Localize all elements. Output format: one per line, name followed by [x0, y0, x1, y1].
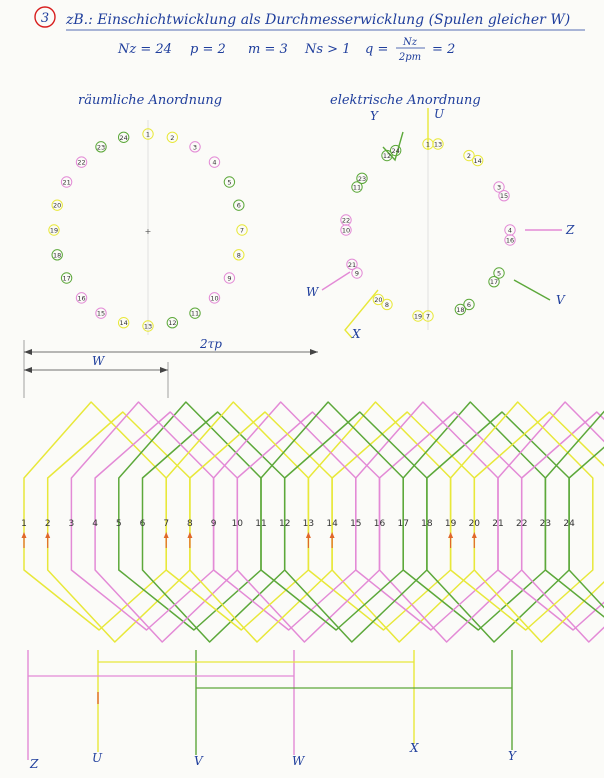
spatial-slot-label: 12 [168, 319, 177, 328]
spatial-slot-label: 17 [62, 274, 71, 283]
electrical-slot-label: 17 [489, 278, 499, 287]
slot-number: 24 [563, 519, 575, 529]
electrical-slot-label: 24 [391, 147, 400, 156]
spatial-slot-label: 15 [96, 309, 106, 318]
q-formula-lhs: q = [365, 42, 389, 57]
spatial-slot-label: 24 [119, 133, 128, 142]
terminals [29, 741, 517, 771]
slot-number: 12 [278, 519, 291, 529]
electrical-slot-label: 20 [374, 295, 383, 304]
dim-arrowhead [310, 349, 318, 355]
slot-number: 13 [302, 519, 315, 529]
spatial-slot-label: 7 [239, 226, 245, 235]
spatial-slot-label: 4 [212, 158, 217, 167]
electrical-slot-label: 9 [354, 269, 360, 278]
phase-x-axis [345, 290, 378, 338]
terminal-u: U [92, 751, 103, 765]
slot-number: 6 [139, 519, 146, 529]
slot-number: 21 [492, 519, 504, 529]
current-arrows [22, 532, 477, 548]
electrical-slot-label: 10 [341, 226, 351, 235]
dim-arrowhead [24, 349, 32, 355]
terminal-z: Z [30, 757, 39, 771]
current-arrowhead [164, 532, 169, 538]
current-arrowhead [45, 532, 50, 538]
electrical-arrangement-diagram [306, 93, 575, 341]
slot-number: 3 [68, 519, 75, 529]
electrical-slot-label: 4 [507, 226, 513, 235]
pole-pitch-label: 2τp [200, 337, 222, 351]
param-m: m = 3 [248, 42, 288, 57]
electrical-arrangement-label: elektrische Anordnung [330, 93, 481, 108]
electrical-slot-label: 6 [466, 300, 472, 309]
slot-number: 2 [44, 519, 51, 529]
electrical-slot-label: 12 [382, 152, 392, 161]
slot-number: 11 [255, 519, 267, 529]
electrical-slot-label: 22 [341, 216, 351, 225]
spatial-slot-label: 19 [49, 226, 59, 235]
current-arrowhead [472, 532, 477, 538]
slot-number: 17 [397, 519, 409, 529]
terminal-w: W [292, 754, 305, 768]
slot-number: 10 [231, 519, 244, 529]
spatial-slot-label: 10 [210, 294, 219, 303]
spatial-slot-label: 1 [145, 130, 151, 139]
page-title: zB.: Einschichtwicklung als Durchmesserwicklung (Spulen gleicher W) [66, 12, 571, 28]
phase-w-label: W [306, 285, 319, 299]
electrical-slot-label: 21 [347, 260, 357, 269]
winding-diagram [21, 402, 604, 760]
electrical-slot-label: 18 [456, 305, 465, 314]
q-formula-numerator: Nz [402, 37, 418, 48]
spatial-slot-label: 6 [236, 201, 241, 210]
slot-number: 7 [163, 519, 170, 529]
phase-w-axis [322, 272, 350, 290]
current-arrowhead [448, 532, 453, 538]
spatial-arrangement-label: räumliche Anordnung [78, 93, 223, 108]
terminal-v: V [194, 754, 203, 768]
terminal-y: Y [508, 749, 516, 763]
phase-connectors [28, 650, 512, 760]
electrical-slot-label: 8 [384, 300, 390, 309]
slot-number: 23 [539, 519, 552, 529]
current-arrowhead [306, 532, 311, 538]
spatial-slot-label: 11 [190, 309, 200, 318]
electrical-slot-label: 5 [496, 269, 502, 278]
slot-number: 16 [373, 519, 386, 529]
spatial-center-mark: + [144, 227, 152, 236]
slot-number: 15 [350, 519, 362, 529]
spatial-slot-label: 21 [62, 178, 71, 187]
slot-number: 20 [468, 519, 481, 529]
spatial-slot-label: 23 [96, 143, 106, 152]
electrical-slot-label: 3 [496, 183, 502, 192]
slot-number: 4 [92, 519, 98, 529]
current-arrowhead [330, 532, 335, 538]
electrical-slot-label: 11 [352, 183, 362, 192]
param-p: p = 2 [190, 42, 226, 57]
electrical-slot-label: 1 [425, 140, 431, 149]
spatial-slot-label: 22 [77, 158, 86, 167]
spatial-slot-label: 18 [53, 251, 62, 260]
slot-number: 14 [326, 519, 338, 529]
current-arrowhead [187, 532, 192, 538]
slot-numbers [21, 519, 575, 529]
slot-number: 19 [444, 519, 457, 529]
q-formula-value: = 2 [432, 42, 456, 57]
electrical-slot-label: 23 [357, 174, 367, 183]
slot-number: 5 [115, 519, 122, 529]
slot-number: 18 [421, 519, 433, 529]
electrical-slot-label: 14 [473, 157, 482, 166]
electrical-slot-label: 15 [499, 192, 509, 201]
slot-number: 22 [515, 519, 528, 529]
spatial-slot-label: 5 [227, 178, 232, 187]
spatial-arrangement-diagram [49, 93, 247, 335]
phase-x-label: X [352, 327, 361, 341]
slot-number: 1 [21, 519, 27, 529]
header [35, 7, 585, 63]
phase-z-label: Z [566, 223, 575, 237]
dim-arrowhead [24, 367, 32, 373]
slot-number: 8 [187, 519, 193, 529]
dim-arrowhead [160, 367, 168, 373]
electrical-slot-label: 19 [413, 312, 423, 321]
spatial-slot-label: 3 [192, 143, 198, 152]
electrical-slot-label: 7 [425, 312, 431, 321]
slot-number: 9 [210, 519, 217, 529]
spatial-slot-label: 13 [143, 322, 153, 331]
phase-u-label: U [434, 107, 445, 121]
electrical-slot-label: 13 [433, 140, 443, 149]
electrical-slot-label: 16 [505, 236, 515, 245]
spatial-slot-label: 9 [227, 274, 232, 283]
phase-y-label: Y [370, 109, 378, 123]
spatial-slot-label: 16 [77, 294, 86, 303]
example-marker: 3 [40, 11, 50, 26]
param-ns: Ns > 1 [305, 42, 351, 57]
param-nz: Nz = 24 [118, 42, 172, 57]
phase-v-label: V [556, 293, 565, 307]
spatial-slot-label: 2 [170, 133, 175, 142]
spatial-slot-label: 14 [119, 319, 128, 328]
spatial-slot-label: 20 [53, 201, 62, 210]
terminal-x: X [410, 741, 419, 755]
dimension-lines [24, 337, 318, 398]
coil-span-label: W [92, 354, 105, 368]
electrical-slot-label: 2 [466, 152, 472, 161]
phase-v-axis [514, 280, 550, 300]
spatial-slot-label: 8 [236, 251, 241, 260]
q-formula-denominator: 2pm [398, 52, 422, 63]
current-arrowhead [22, 532, 27, 538]
